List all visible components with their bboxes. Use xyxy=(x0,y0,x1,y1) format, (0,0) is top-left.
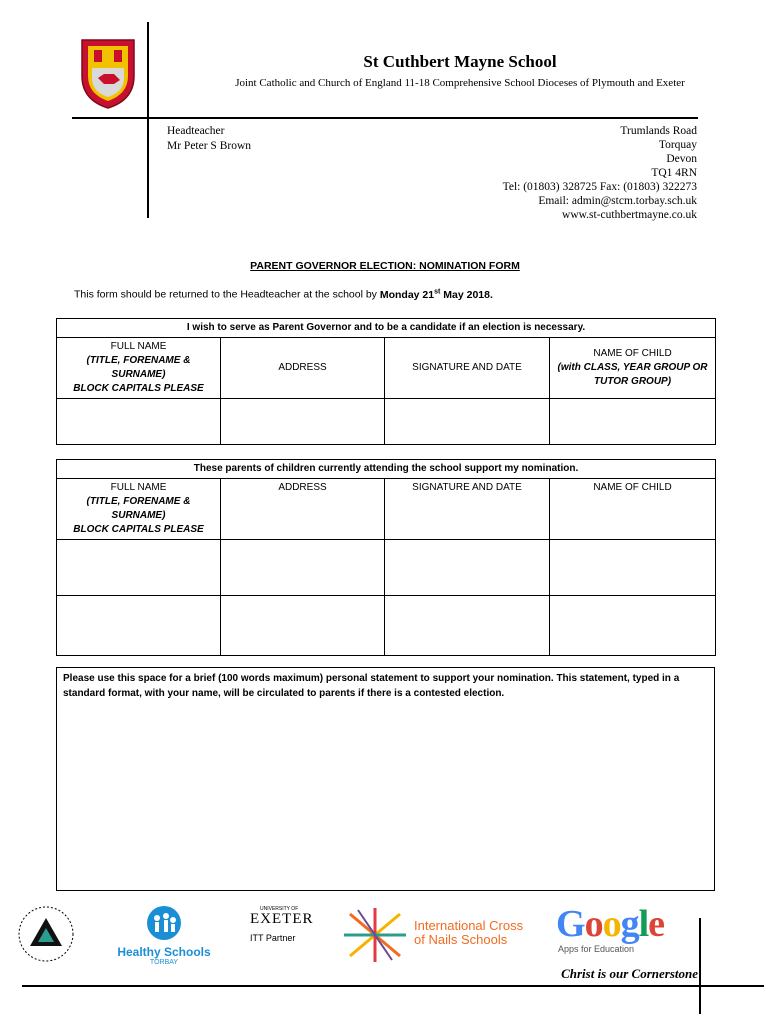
table-row xyxy=(57,399,716,445)
school-subtitle: Joint Catholic and Church of England 11-18 Comprehensive School Dioceses of Plymouth and Exeter xyxy=(235,77,685,89)
form-instruction xyxy=(74,288,493,301)
cross-of-nails-icon xyxy=(340,904,410,966)
address-email: Email: admin@stcm.torbay.sch.uk xyxy=(538,195,697,207)
school-address xyxy=(503,124,697,222)
healthy-schools-logo xyxy=(110,905,218,967)
school-name: St Cuthbert Mayne School xyxy=(363,52,557,71)
headteacher-block xyxy=(167,124,251,154)
healthy-schools-sub: TORBAY xyxy=(149,959,179,966)
address-line: Trumlands Road xyxy=(620,125,697,137)
header-address: ADDRESS xyxy=(221,338,385,399)
exeter-name: EXETER xyxy=(250,911,314,927)
header-signature-date: SIGNATURE AND DATE xyxy=(385,338,550,399)
candidate-name-field[interactable] xyxy=(57,399,221,445)
address-website: www.st-cuthbertmayne.co.uk xyxy=(562,209,697,221)
supporter-address-field[interactable] xyxy=(221,540,385,596)
exeter-logo xyxy=(250,906,320,943)
address-line: Torquay xyxy=(658,139,697,151)
itt-partner-label: ITT Partner xyxy=(250,933,296,943)
school-crest-logo xyxy=(80,38,136,110)
candidate-table-caption: I wish to serve as Parent Governor and to be a candidate if an election is necessary. xyxy=(57,319,716,338)
supporter-address-field[interactable] xyxy=(221,596,385,656)
personal-statement-instruction: Please use this space for a brief (100 words maximum) personal statement to support your nomination. This statement, typed in a standard format, with your name, will be circulated to parents if there is a contested election. xyxy=(63,673,680,699)
table-row xyxy=(57,540,716,596)
header-vertical-rule xyxy=(147,22,149,218)
candidate-address-field[interactable] xyxy=(221,399,385,445)
google-wordmark: Google xyxy=(556,903,664,945)
supporters-table xyxy=(56,459,716,656)
address-phone: Tel: (01803) 328725 Fax: (01803) 322273 xyxy=(502,181,697,193)
address-line: TQ1 4RN xyxy=(651,167,697,179)
header-full-name: FULL NAME (TITLE, FORENAME & SURNAME) BLOCK CAPITALS PLEASE xyxy=(57,338,221,399)
supporter-child-field[interactable] xyxy=(550,540,716,596)
exeter-top: UNIVERSITY OF xyxy=(260,906,299,912)
diocese-triangle-logo xyxy=(16,904,76,964)
supporter-name-field[interactable] xyxy=(57,596,221,656)
candidate-table xyxy=(56,318,716,445)
headteacher-name: Mr Peter S Brown xyxy=(167,140,252,152)
supporter-signature-field[interactable] xyxy=(385,596,550,656)
footer-vertical-rule xyxy=(699,918,701,1014)
supporters-table-caption: These parents of children currently attending the school support my nomination. xyxy=(57,460,716,479)
google-sub: Apps for Education xyxy=(558,944,635,954)
header-horizontal-rule xyxy=(72,117,698,119)
cross-of-nails-label: International Cross of Nails Schools xyxy=(414,918,524,947)
address-line: Devon xyxy=(666,153,697,165)
supporter-child-field[interactable] xyxy=(550,596,716,656)
header-name-of-child: NAME OF CHILD (with CLASS, YEAR GROUP OR TUTOR GROUP) xyxy=(550,338,716,399)
google-apps-logo xyxy=(556,904,696,954)
school-motto: Christ is our Cornerstone xyxy=(561,966,698,981)
header-name-of-child: NAME OF CHILD xyxy=(550,479,716,540)
form-title: PARENT GOVERNOR ELECTION: NOMINATION FORM xyxy=(250,260,520,272)
headteacher-label: Headteacher xyxy=(167,125,225,137)
personal-statement-box[interactable] xyxy=(56,667,715,891)
candidate-child-field[interactable] xyxy=(550,399,716,445)
candidate-signature-field[interactable] xyxy=(385,399,550,445)
header-signature-date: SIGNATURE AND DATE xyxy=(385,479,550,540)
supporter-name-field[interactable] xyxy=(57,540,221,596)
header-full-name: FULL NAME (TITLE, FORENAME & SURNAME) BLOCK CAPITALS PLEASE xyxy=(57,479,221,540)
deadline-date: Monday 21st May 2018. xyxy=(379,288,493,301)
instruction-text: This form should be returned to the Headteacher at the school by xyxy=(74,288,380,301)
healthy-schools-icon xyxy=(139,905,189,941)
footer-horizontal-rule xyxy=(22,985,764,987)
healthy-schools-label: Healthy Schools xyxy=(117,945,211,959)
table-row xyxy=(57,596,716,656)
supporter-signature-field[interactable] xyxy=(385,540,550,596)
header-address: ADDRESS xyxy=(221,479,385,540)
